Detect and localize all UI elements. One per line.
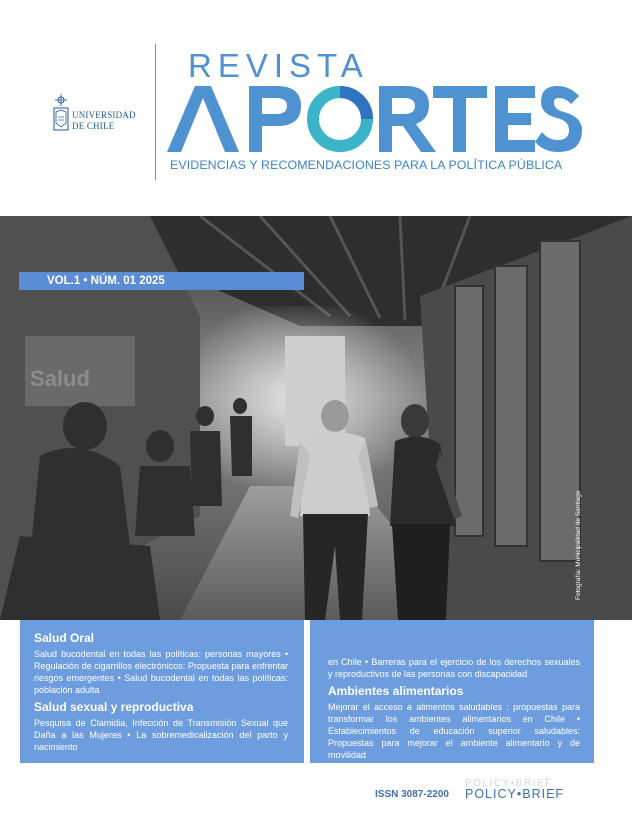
wall-sign: Salud (30, 366, 90, 391)
university-name (72, 110, 136, 132)
section-text-salud-sexual: Pesquisa de Clamidia, Infección de Transmisión Sexual que Daña a las Mujeres • La sobremedicalización del parto y nacimiento (34, 718, 288, 752)
section-text-continued: en Chile • Barreras para el ejercicio de los derechos sexuales y reproductivos de las personas con discapacidad (328, 657, 580, 679)
section-text-ambientes: Mejorar el acceso a alimentos saludables : propuestas para transformar los ambientes alimentarios en Chile • Establecimientos de educación superior saludables: Propuestas para mejorar el ambiente alimentario y de movilidad (328, 702, 580, 760)
revista-label: REVISTA (188, 47, 369, 84)
university-name-line2: DE CHILE (72, 121, 115, 131)
issn-number: ISSN 3087-2200 (375, 789, 449, 800)
university-name-line1: UNIVERSIDAD (72, 110, 136, 120)
section-title-ambientes: Ambientes alimentarios (328, 684, 464, 698)
contents-box-left (20, 620, 304, 763)
university-logo (52, 93, 148, 137)
policy-brief-logo: POLICY•BRIEF (465, 787, 565, 801)
issue-banner: VOL.1 • NÚM. 01 2025 (19, 272, 304, 290)
contents-box-right (310, 620, 594, 763)
section-title-salud-sexual: Salud sexual y reproductiva (34, 700, 194, 714)
policy-brief-ghost-logo: POLICY•BRIEF (465, 778, 553, 789)
section-title-salud-oral: Salud Oral (34, 631, 95, 645)
masthead-divider (155, 44, 156, 180)
photo-credit (575, 586, 582, 600)
journal-subtitle: EVIDENCIAS Y RECOMENDACIONES PARA LA POLÍTICA PÚBLICA (170, 158, 563, 172)
journal-title-text (167, 86, 582, 152)
section-text-salud-oral: Salud bucodental en todas las políticas: personas mayores • Regulación de cigarrillos electrónicos: Propuesta para enfrentar riesgos emergentes • Salud bucodental en todas las políticas: población adulta (34, 649, 288, 695)
journal-title (165, 84, 585, 154)
university-seal-icon (52, 93, 70, 137)
